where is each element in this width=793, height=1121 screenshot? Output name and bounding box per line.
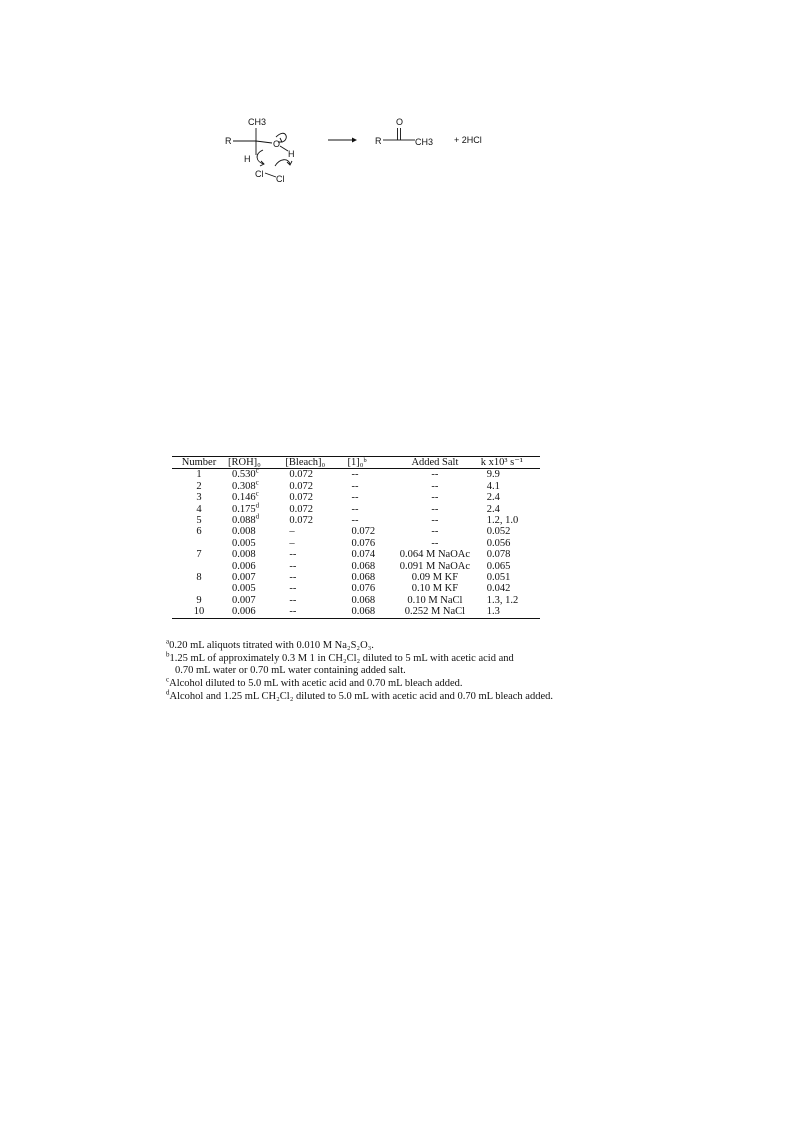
header-added-salt: Added Salt [411,457,459,468]
cell-rate-constant: 0.051 [486,572,511,584]
header-number: Number [181,457,217,468]
reactant-ch3-label: CH3 [248,117,267,127]
header-roh: [ROH]₀ [228,457,261,468]
cell-bleach: 0.072 [289,492,314,504]
table-row [172,606,540,618]
cell-added-salt: -- [431,492,439,504]
cell-number [172,538,226,549]
cell-bleach: 0.072 [289,503,314,515]
table-row [172,538,540,549]
cell-added-salt: -- [431,537,439,549]
cell-roh: 0.005 [232,583,256,595]
footnote-mark: c [255,489,259,498]
reaction-scheme [218,110,518,190]
header-compound-1: [1]₀ᵇ [347,457,367,468]
cell-bleach: -- [289,549,297,561]
cell-added-salt: -- [431,469,439,481]
bond-o-h [280,146,288,151]
cell-added-salt: 0.10 M NaCl [407,594,463,606]
cell-bleach: -- [289,594,297,606]
cell-bleach: -- [289,583,297,595]
cell-roh: 0.008 [232,526,256,538]
reactant-r-label: R [225,136,232,146]
table-row [172,492,540,503]
table-row [172,561,540,572]
footnote-mark: d [255,501,260,510]
cell-added-salt: 0.10 M KF [411,583,459,595]
cell-bleach: 0.072 [289,469,314,481]
bond-cl-cl [265,173,276,177]
table-row [172,549,540,560]
cell-bleach: 0.072 [289,515,314,527]
footnote-b: $^b$1.25 mL of approximately 0.3 M 1 in CH₂Cl₂ diluted to 5 mL with acetic acid and [166,650,514,664]
chlorine-b-label: Cl [276,174,285,184]
cell-number: 5 [196,515,202,527]
cell-rate-constant: 0.042 [486,583,511,595]
cell-rate-constant: 1.3 [486,606,500,618]
product-ch3-label: CH3 [415,137,434,147]
cell-rate-constant: 2.4 [486,492,500,504]
cell-added-salt: -- [431,515,439,527]
cell-compound-1: 0.068 [351,560,376,572]
footnote-mark: c [255,466,259,475]
byproduct-label: + 2HCl [454,135,482,145]
cell-bleach: – [289,526,295,538]
footnote-a: $^a$0.20 mL aliquots titrated with 0.010 M Na₂S₂O₃. [166,637,374,651]
footnote-b-continued: 0.70 mL water or 0.70 mL water containing added salt. [175,665,406,677]
cell-roh: 0.088$^d$ [232,512,260,527]
cell-bleach: – [289,537,295,549]
cell-compound-1: 0.076 [351,537,376,549]
header-rate-constant: k x10³ s⁻¹ [480,457,523,468]
cell-rate-constant: 0.078 [486,549,511,561]
cell-number: 2 [196,480,202,492]
table-row [172,595,540,606]
cell-bleach: -- [289,560,297,572]
cell-rate-constant: 0.052 [486,526,511,538]
cell-number: 6 [196,526,202,538]
cell-roh: 0.175$^d$ [232,501,260,515]
cell-added-salt: 0.09 M KF [411,572,459,584]
cell-rate-constant: 1.3, 1.2 [486,594,519,606]
cell-compound-1: 0.074 [351,549,376,561]
cell-number: 7 [196,549,202,561]
cell-number [172,583,226,594]
cell-compound-1: 0.068 [351,572,376,584]
table-row [172,572,540,583]
cell-roh: 0.006 [232,606,256,618]
cell-compound-1: 0.072 [351,526,376,538]
footnote-mark: c [255,478,259,487]
table-row [172,504,540,515]
cell-compound-1: -- [351,503,359,515]
bond-c-o [256,141,272,143]
cell-compound-1: -- [351,480,359,492]
cell-added-salt: 0.064 M NaOAc [399,549,471,561]
table-row [172,583,540,594]
cell-roh: 0.007 [232,594,256,606]
cell-bleach: -- [289,572,297,584]
cell-bleach: 0.072 [289,480,314,492]
cell-added-salt: -- [431,526,439,538]
cell-added-salt: 0.091 M NaOAc [399,560,471,572]
cell-number: 1 [196,469,202,481]
cell-roh: 0.006 [232,560,256,572]
product-o-label: O [396,117,404,127]
header-bleach: [Bleach]₀ [285,457,326,468]
footnote-d: $^d$Alcohol and 1.25 mL CH₂Cl₂ diluted to 5.0 mL with acetic acid and 0.70 mL bleach added. [166,688,553,702]
table-row [172,515,540,526]
cell-added-salt: -- [431,503,439,515]
footnote-c: $^c$Alcohol diluted to 5.0 mL with acetic acid and 0.70 mL bleach added. [166,675,463,690]
table-footnotes [166,637,626,704]
cell-added-salt: 0.252 M NaCl [404,606,466,618]
cell-roh: 0.308$^c$ [232,478,259,492]
table-row [172,481,540,492]
cell-number: 3 [196,492,202,504]
table-row [172,469,540,481]
cell-roh: 0.007 [232,572,256,584]
cell-compound-1: 0.076 [351,583,376,595]
table-row [172,526,540,537]
cell-number: 10 [193,606,205,618]
cell-rate-constant: 0.065 [486,560,511,572]
cell-rate-constant: 9.9 [486,469,500,481]
cell-number: 8 [196,572,202,584]
curved-arrow-h [257,150,264,164]
cell-rate-constant: 4.1 [486,480,500,492]
cell-added-salt: -- [431,480,439,492]
kinetics-table [172,456,540,619]
chlorine-a-label: Cl [255,169,264,179]
reactant-h-left-label: H [244,154,251,164]
rate-constant-table [172,456,540,619]
cell-compound-1: 0.068 [351,594,376,606]
cell-compound-1: -- [351,492,359,504]
cell-number: 9 [196,594,202,606]
cell-roh: 0.530$^c$ [232,466,259,481]
cell-number [172,561,226,572]
cell-rate-constant: 2.4 [486,503,500,515]
footnote-mark: d [255,512,260,521]
cell-compound-1: -- [351,515,359,527]
cell-compound-1: 0.068 [351,606,376,618]
cell-roh: 0.146$^c$ [232,489,259,504]
reactant-h-right-label: H [288,149,295,159]
table-header-row [172,457,540,469]
cell-rate-constant: 0.056 [486,537,511,549]
cell-compound-1: -- [351,469,359,481]
cell-bleach: -- [289,606,297,618]
cell-number: 4 [196,503,202,515]
cell-roh: 0.008 [232,549,256,561]
reactant-o-label: O [273,139,281,149]
cell-roh: 0.005 [232,537,256,549]
product-r-label: R [375,136,382,146]
cell-rate-constant: 1.2, 1.0 [486,515,519,527]
